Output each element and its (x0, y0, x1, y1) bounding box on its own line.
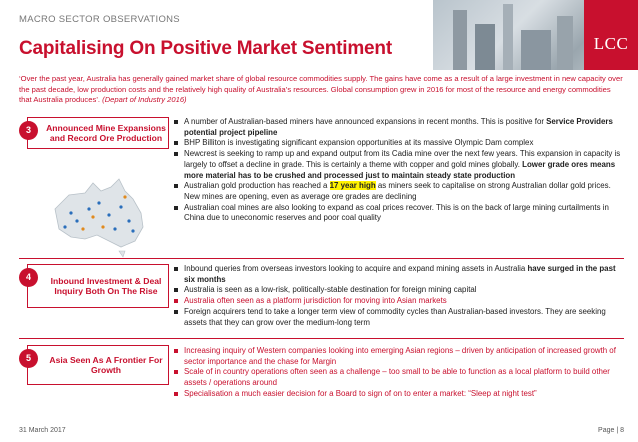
section-5-panel (19, 345, 169, 395)
bullet-item: Australian coal mines are also looking to expand as coal prices recover. This is on the back of large mining curtailments in China due to uneconomic reserves and poor coal quality (174, 203, 624, 224)
page-title: Capitalising On Positive Market Sentiment (19, 38, 392, 59)
section-5-bullets (174, 346, 624, 400)
footer-date: 31 March 2017 (19, 427, 66, 434)
section-3-bullets (174, 117, 624, 224)
australia-map-image (41, 169, 159, 259)
section-number-badge: 3 (19, 121, 38, 140)
section-4-panel (19, 264, 169, 324)
section-3-label: Announced Mine Expansions and Record Ore Production (27, 117, 169, 149)
section-divider (19, 338, 624, 339)
bullet-item: Newcrest is seeking to ramp up and expand output from its Cadia mine over the next few years. This expansion in capacity is largely to offset a decline in grade. This is certainly a theme with copper and gold mines globally. Lower grade ores means more material has to be crushed and processed just to maintain steady state production (174, 149, 624, 181)
quote-source: (Depart of Industry 2016) (102, 95, 187, 105)
quote-text: ‘Over the past year, Australia has generally gained market share of global resource commodities supply. The gains have come as a result of a large investment in new capacity over the past decade, low production costs and the relatively high quality of Australia’s resources. Global consumption grew in 2016 for most of the resource and energy commodities that Australia produces’. (19, 74, 623, 105)
section-4-label: Inbound Investment & Deal Inquiry Both On The Rise (27, 264, 169, 308)
page-number: Page | 8 (598, 427, 624, 434)
intro-quote (19, 74, 624, 106)
bullet-item: Australia is seen as a low-risk, politically-stable destination for foreign mining capital (174, 285, 624, 296)
bullet-item: Specialisation a much easier decision for a Board to sign of on to enter a market: “Sleep at night test” (174, 389, 624, 400)
bullet-item: Increasing inquiry of Western companies looking into emerging Asian regions – driven by anticipation of increased growth of sector importance and the chase for Margin (174, 346, 624, 367)
section-number-badge: 4 (19, 268, 38, 287)
lcc-logo: LCC (584, 0, 638, 70)
bullet-item: Australia often seen as a platform jurisdiction for moving into Asian markets (174, 296, 624, 307)
section-number-badge: 5 (19, 349, 38, 368)
bullet-item: A number of Australian-based miners have announced expansions in recent months. This is positive for Service Providers potential project pipeline (174, 117, 624, 138)
bullet-item: Scale of in country operations often seen as a challenge – too small to be able to function as a local platform to build other assets / operations around (174, 367, 624, 388)
section-4-bullets (174, 264, 624, 328)
section-5-label: Asia Seen As A Frontier For Growth (27, 345, 169, 385)
bullet-item: Foreign acquirers tend to take a longer term view of commodity cycles than Australian-based investors. They are seeking assets that they can grow over the medium-long term (174, 307, 624, 328)
section-3-panel (19, 117, 169, 257)
bullet-item: Australian gold production has reached a 17 year high as miners seek to capitalise on strong Australian dollar gold prices. New mines are opening, even as average ore grades are declining (174, 181, 624, 202)
bullet-item: BHP Billiton is investigating significant expansion opportunities at its massive Olympic Dam complex (174, 138, 624, 149)
section-kicker: MACRO SECTOR OBSERVATIONS (19, 14, 180, 25)
header-banner-image (433, 0, 638, 70)
bullet-item: Inbound queries from overseas investors looking to acquire and expand mining assets in Australia have surged in the past six months (174, 264, 624, 285)
section-divider (19, 258, 624, 259)
